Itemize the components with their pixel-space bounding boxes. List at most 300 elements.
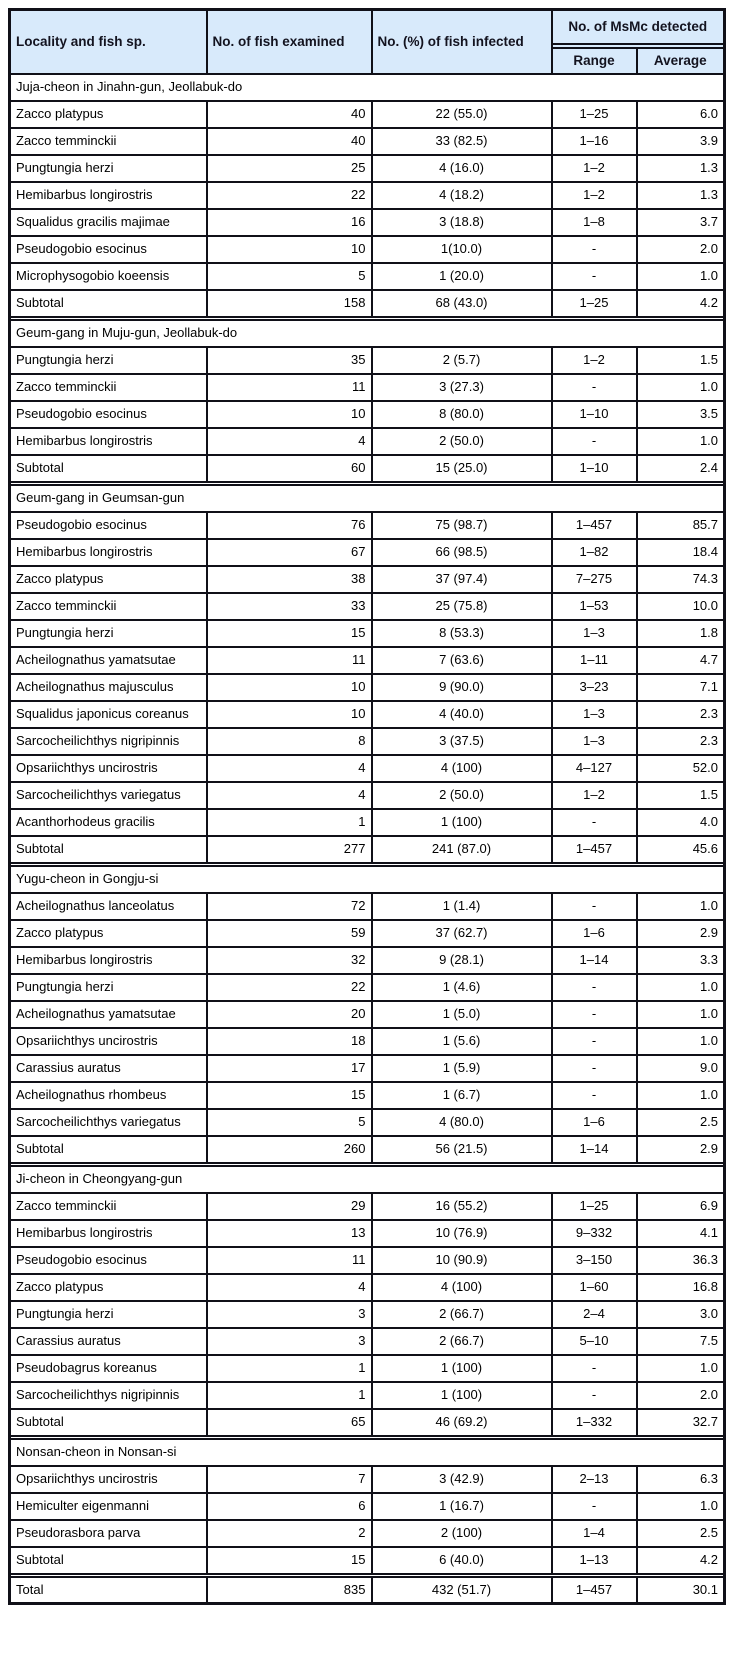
species-row [10,1055,725,1082]
infected-count: 4 (100) [372,755,552,782]
row-label: Zacco temminckii [10,593,207,620]
row-label: Pungtungia herzi [10,155,207,182]
infected-count: 9 (90.0) [372,674,552,701]
infected-count: 7 (63.6) [372,647,552,674]
infected-count: 1 (100) [372,1355,552,1382]
examined-count: 3 [207,1301,372,1328]
row-label: Zacco platypus [10,1274,207,1301]
range-value: 7–275 [552,566,637,593]
examined-count: 158 [207,290,372,317]
header-locality: Locality and fish sp. [10,10,207,74]
range-value: - [552,1001,637,1028]
average-value: 1.0 [637,374,725,401]
range-value: 1–6 [552,920,637,947]
species-row [10,701,725,728]
header-msmc-detected: No. of MsMc detected [552,10,725,44]
species-row [10,374,725,401]
infected-count: 1 (100) [372,809,552,836]
row-label: Zacco temminckii [10,1193,207,1220]
species-row [10,593,725,620]
examined-count: 11 [207,374,372,401]
range-value: 1–53 [552,593,637,620]
examined-count: 33 [207,593,372,620]
average-value: 6.9 [637,1193,725,1220]
average-value: 1.3 [637,182,725,209]
range-value: 2–13 [552,1466,637,1493]
range-value: 9–332 [552,1220,637,1247]
examined-count: 2 [207,1520,372,1547]
species-row [10,620,725,647]
average-value: 6.3 [637,1466,725,1493]
range-value: 1–457 [552,1577,637,1604]
infected-count: 2 (50.0) [372,782,552,809]
range-value: 1–14 [552,947,637,974]
row-label: Zacco platypus [10,101,207,128]
species-row [10,512,725,539]
species-row [10,947,725,974]
infected-count: 2 (50.0) [372,428,552,455]
species-row [10,428,725,455]
examined-count: 15 [207,1082,372,1109]
infected-count: 1 (4.6) [372,974,552,1001]
examined-count: 10 [207,701,372,728]
range-value: - [552,374,637,401]
examined-count: 38 [207,566,372,593]
species-row [10,1301,725,1328]
examined-count: 260 [207,1136,372,1163]
row-label: Hemibarbus longirostris [10,539,207,566]
species-row [10,155,725,182]
examined-count: 6 [207,1493,372,1520]
range-value: 1–60 [552,1274,637,1301]
row-label: Subtotal [10,836,207,863]
range-value: 3–23 [552,674,637,701]
row-label: Acheilognathus yamatsutae [10,647,207,674]
average-value: 2.5 [637,1520,725,1547]
average-value: 1.0 [637,1001,725,1028]
infected-count: 3 (27.3) [372,374,552,401]
average-value: 1.0 [637,1493,725,1520]
row-label: Acheilognathus majusculus [10,674,207,701]
species-row [10,755,725,782]
range-value: - [552,1082,637,1109]
average-value: 30.1 [637,1577,725,1604]
row-label: Sarcocheilichthys variegatus [10,782,207,809]
locality-row [10,320,725,347]
range-value: 3–150 [552,1247,637,1274]
examined-count: 15 [207,1547,372,1574]
average-value: 4.2 [637,1547,725,1574]
range-value: 1–10 [552,401,637,428]
range-value: 1–332 [552,1409,637,1436]
examined-count: 40 [207,128,372,155]
fish-infection-table [8,8,726,1605]
average-value: 3.5 [637,401,725,428]
examined-count: 7 [207,1466,372,1493]
species-row [10,101,725,128]
average-value: 3.7 [637,209,725,236]
average-value: 74.3 [637,566,725,593]
species-row [10,1328,725,1355]
row-label: Subtotal [10,1547,207,1574]
average-value: 52.0 [637,755,725,782]
examined-count: 29 [207,1193,372,1220]
average-value: 1.5 [637,782,725,809]
species-row [10,809,725,836]
subtotal-row [10,836,725,863]
range-value: 1–457 [552,836,637,863]
average-value: 6.0 [637,101,725,128]
range-value: - [552,263,637,290]
infected-count: 4 (80.0) [372,1109,552,1136]
examined-count: 5 [207,1109,372,1136]
examined-count: 11 [207,647,372,674]
species-row [10,1109,725,1136]
locality-row [10,866,725,893]
locality-label: Ji-cheon in Cheongyang-gun [10,1166,725,1193]
average-value: 1.0 [637,428,725,455]
examined-count: 11 [207,1247,372,1274]
examined-count: 17 [207,1055,372,1082]
row-label: Acheilognathus yamatsutae [10,1001,207,1028]
species-row [10,1001,725,1028]
subtotal-row [10,1136,725,1163]
examined-count: 15 [207,620,372,647]
infected-count: 68 (43.0) [372,290,552,317]
infected-count: 1 (6.7) [372,1082,552,1109]
species-row [10,401,725,428]
average-value: 45.6 [637,836,725,863]
average-value: 7.5 [637,1328,725,1355]
average-value: 18.4 [637,539,725,566]
range-value: - [552,1028,637,1055]
range-value: - [552,1355,637,1382]
range-value: - [552,974,637,1001]
range-value: 1–2 [552,182,637,209]
range-value: - [552,893,637,920]
row-label: Subtotal [10,1409,207,1436]
infected-count: 4 (40.0) [372,701,552,728]
range-value: 1–82 [552,539,637,566]
range-value: 1–2 [552,347,637,374]
infected-count: 75 (98.7) [372,512,552,539]
infected-count: 2 (100) [372,1520,552,1547]
range-value: - [552,809,637,836]
average-value: 1.5 [637,347,725,374]
locality-label: Geum-gang in Muju-gun, Jeollabuk-do [10,320,725,347]
average-value: 3.9 [637,128,725,155]
examined-count: 22 [207,974,372,1001]
species-row [10,263,725,290]
infected-count: 4 (100) [372,1274,552,1301]
range-value: 1–25 [552,101,637,128]
row-label: Pungtungia herzi [10,1301,207,1328]
examined-count: 5 [207,263,372,290]
species-row [10,347,725,374]
average-value: 9.0 [637,1055,725,1082]
row-label: Opsariichthys uncirostris [10,1028,207,1055]
locality-label: Geum-gang in Geumsan-gun [10,485,725,512]
row-label: Sarcocheilichthys nigripinnis [10,728,207,755]
row-label: Squalidus japonicus coreanus [10,701,207,728]
examined-count: 65 [207,1409,372,1436]
species-row [10,974,725,1001]
examined-count: 4 [207,755,372,782]
average-value: 1.0 [637,1082,725,1109]
infected-count: 1 (5.0) [372,1001,552,1028]
infected-count: 2 (66.7) [372,1328,552,1355]
row-label: Acanthorhodeus gracilis [10,809,207,836]
examined-count: 35 [207,347,372,374]
infected-count: 8 (53.3) [372,620,552,647]
species-row [10,893,725,920]
infected-count: 56 (21.5) [372,1136,552,1163]
row-label: Zacco platypus [10,566,207,593]
locality-row [10,1166,725,1193]
row-label: Pseudorasbora parva [10,1520,207,1547]
row-label: Sarcocheilichthys nigripinnis [10,1382,207,1409]
range-value: 1–25 [552,1193,637,1220]
infected-count: 15 (25.0) [372,455,552,482]
species-row [10,209,725,236]
examined-count: 10 [207,236,372,263]
average-value: 3.0 [637,1301,725,1328]
subtotal-row [10,455,725,482]
examined-count: 40 [207,101,372,128]
row-label: Zacco platypus [10,920,207,947]
infected-count: 4 (18.2) [372,182,552,209]
row-label: Pseudogobio esocinus [10,1247,207,1274]
row-label: Opsariichthys uncirostris [10,755,207,782]
range-value: 1–6 [552,1109,637,1136]
examined-count: 10 [207,401,372,428]
row-label: Opsariichthys uncirostris [10,1466,207,1493]
infected-count: 25 (75.8) [372,593,552,620]
infected-count: 10 (76.9) [372,1220,552,1247]
range-value: 1–25 [552,290,637,317]
row-label: Total [10,1577,207,1604]
examined-count: 60 [207,455,372,482]
examined-count: 8 [207,728,372,755]
range-value: 4–127 [552,755,637,782]
average-value: 1.0 [637,1355,725,1382]
average-value: 2.4 [637,455,725,482]
infected-count: 3 (42.9) [372,1466,552,1493]
infected-count: 66 (98.5) [372,539,552,566]
examined-count: 1 [207,1355,372,1382]
examined-count: 4 [207,782,372,809]
locality-row [10,485,725,512]
average-value: 16.8 [637,1274,725,1301]
infected-count: 1 (5.9) [372,1055,552,1082]
examined-count: 10 [207,674,372,701]
row-label: Hemibarbus longirostris [10,428,207,455]
species-row [10,1247,725,1274]
species-row [10,1274,725,1301]
average-value: 1.0 [637,893,725,920]
average-value: 2.0 [637,1382,725,1409]
range-value: - [552,1493,637,1520]
row-label: Carassius auratus [10,1328,207,1355]
header-row-main [10,10,725,44]
range-value: - [552,1382,637,1409]
range-value: 1–4 [552,1520,637,1547]
species-row [10,1382,725,1409]
infected-count: 432 (51.7) [372,1577,552,1604]
average-value: 1.8 [637,620,725,647]
subtotal-row [10,290,725,317]
range-value: - [552,1055,637,1082]
species-row [10,236,725,263]
examined-count: 20 [207,1001,372,1028]
range-value: 1–16 [552,128,637,155]
range-value: 2–4 [552,1301,637,1328]
average-value: 7.1 [637,674,725,701]
header-examined: No. of fish examined [207,10,372,74]
infected-count: 16 (55.2) [372,1193,552,1220]
row-label: Hemibarbus longirostris [10,1220,207,1247]
average-value: 2.0 [637,236,725,263]
locality-label: Yugu-cheon in Gongju-si [10,866,725,893]
range-value: 1–457 [552,512,637,539]
examined-count: 277 [207,836,372,863]
species-row [10,566,725,593]
locality-row [10,74,725,101]
range-value: 1–3 [552,701,637,728]
range-value: 1–2 [552,782,637,809]
species-row [10,128,725,155]
examined-count: 13 [207,1220,372,1247]
header-average: Average [637,48,725,74]
row-label: Hemibarbus longirostris [10,182,207,209]
examined-count: 59 [207,920,372,947]
species-row [10,728,725,755]
infected-count: 37 (97.4) [372,566,552,593]
row-label: Pseudobagrus koreanus [10,1355,207,1382]
infected-count: 10 (90.9) [372,1247,552,1274]
row-label: Sarcocheilichthys variegatus [10,1109,207,1136]
range-value: 1–10 [552,455,637,482]
row-label: Microphysogobio koeensis [10,263,207,290]
infected-count: 8 (80.0) [372,401,552,428]
row-label: Pseudogobio esocinus [10,401,207,428]
species-row [10,1520,725,1547]
range-value: 1–14 [552,1136,637,1163]
average-value: 2.9 [637,920,725,947]
examined-count: 3 [207,1328,372,1355]
range-value: - [552,236,637,263]
species-row [10,1466,725,1493]
average-value: 1.0 [637,263,725,290]
species-row [10,1193,725,1220]
infected-count: 3 (18.8) [372,209,552,236]
examined-count: 16 [207,209,372,236]
row-label: Subtotal [10,1136,207,1163]
species-row [10,674,725,701]
range-value: 5–10 [552,1328,637,1355]
row-label: Subtotal [10,455,207,482]
infected-count: 1 (1.4) [372,893,552,920]
average-value: 1.0 [637,1028,725,1055]
examined-count: 4 [207,428,372,455]
infected-count: 1 (20.0) [372,263,552,290]
locality-row [10,1439,725,1466]
row-label: Pseudogobio esocinus [10,236,207,263]
examined-count: 1 [207,809,372,836]
infected-count: 37 (62.7) [372,920,552,947]
average-value: 4.0 [637,809,725,836]
species-row [10,182,725,209]
row-label: Subtotal [10,290,207,317]
examined-count: 67 [207,539,372,566]
subtotal-row [10,1547,725,1574]
species-row [10,1028,725,1055]
infected-count: 46 (69.2) [372,1409,552,1436]
infected-count: 33 (82.5) [372,128,552,155]
examined-count: 25 [207,155,372,182]
species-row [10,1220,725,1247]
average-value: 4.1 [637,1220,725,1247]
average-value: 2.3 [637,728,725,755]
average-value: 32.7 [637,1409,725,1436]
row-label: Pungtungia herzi [10,347,207,374]
row-label: Acheilognathus rhombeus [10,1082,207,1109]
locality-label: Juja-cheon in Jinahn-gun, Jeollabuk-do [10,74,725,101]
species-row [10,1355,725,1382]
row-label: Pungtungia herzi [10,974,207,1001]
species-row [10,1082,725,1109]
average-value: 1.0 [637,974,725,1001]
average-value: 2.9 [637,1136,725,1163]
examined-count: 22 [207,182,372,209]
range-value: 1–8 [552,209,637,236]
row-label: Pungtungia herzi [10,620,207,647]
row-label: Zacco temminckii [10,374,207,401]
row-label: Carassius auratus [10,1055,207,1082]
range-value: - [552,428,637,455]
examined-count: 4 [207,1274,372,1301]
examined-count: 1 [207,1382,372,1409]
average-value: 2.3 [637,701,725,728]
subtotal-row [10,1409,725,1436]
range-value: 1–3 [552,620,637,647]
average-value: 3.3 [637,947,725,974]
average-value: 2.5 [637,1109,725,1136]
total-row [10,1577,725,1604]
range-value: 1–3 [552,728,637,755]
row-label: Pseudogobio esocinus [10,512,207,539]
examined-count: 835 [207,1577,372,1604]
infected-count: 241 (87.0) [372,836,552,863]
range-value: 1–13 [552,1547,637,1574]
infected-count: 6 (40.0) [372,1547,552,1574]
infected-count: 1 (5.6) [372,1028,552,1055]
row-label: Hemiculter eigenmanni [10,1493,207,1520]
row-label: Zacco temminckii [10,128,207,155]
species-row [10,539,725,566]
range-value: 1–11 [552,647,637,674]
infected-count: 1 (100) [372,1382,552,1409]
infected-count: 2 (5.7) [372,347,552,374]
examined-count: 72 [207,893,372,920]
average-value: 36.3 [637,1247,725,1274]
infected-count: 1(10.0) [372,236,552,263]
average-value: 4.7 [637,647,725,674]
examined-count: 32 [207,947,372,974]
species-row [10,647,725,674]
average-value: 1.3 [637,155,725,182]
row-label: Hemibarbus longirostris [10,947,207,974]
